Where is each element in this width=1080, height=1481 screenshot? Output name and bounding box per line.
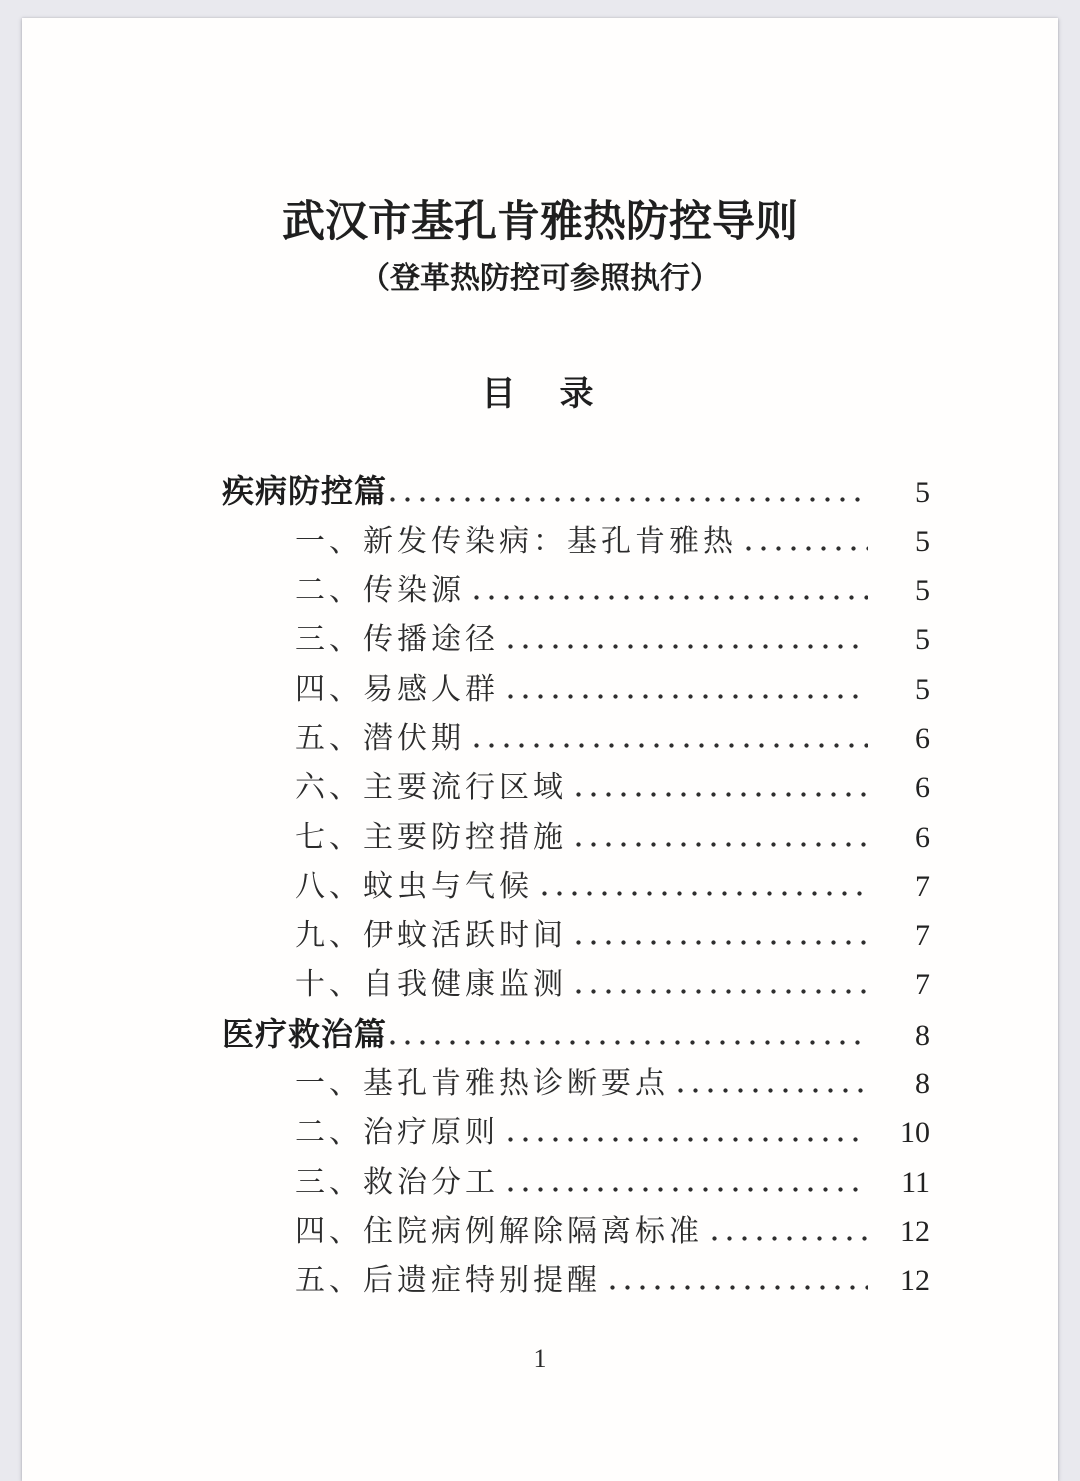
dot-leader [610, 1285, 868, 1290]
toc-entry-page-number: 5 [915, 623, 930, 657]
dot-leader [576, 940, 868, 945]
toc-entry-label: 四、住院病例解除隔离标准 [295, 1214, 703, 1248]
toc-entry-label: 一、新发传染病：基孔肯雅热 [295, 524, 737, 558]
table-of-contents [222, 467, 930, 1305]
toc-entry-page-number: 8 [915, 1018, 930, 1052]
dot-leader [746, 546, 868, 551]
toc-entry-label: 十、自我健康监测 [295, 968, 567, 1002]
dot-leader [542, 891, 868, 896]
dot-leader [678, 1088, 868, 1093]
toc-entry-label: 四、易感人群 [295, 672, 499, 706]
toc-item-row [222, 1207, 930, 1256]
toc-entry-label: 九、伊蚊活跃时间 [295, 919, 567, 953]
dot-leader [474, 743, 868, 748]
toc-heading: 目 录 [481, 375, 599, 414]
toc-entry-label: 五、潜伏期 [295, 721, 465, 755]
toc-item-row [222, 911, 930, 960]
toc-entry-label: 三、传播途径 [295, 623, 499, 657]
dot-leader [712, 1236, 868, 1241]
toc-entry-page-number: 7 [915, 869, 930, 903]
toc-item-row [222, 517, 930, 566]
toc-entry-page-number: 5 [915, 574, 930, 608]
toc-item-row [222, 862, 930, 911]
toc-entry-label: 三、救治分工 [295, 1165, 499, 1199]
dot-leader [508, 1137, 868, 1142]
toc-entry-page-number: 5 [915, 476, 930, 510]
dot-leader [576, 792, 868, 797]
toc-item-row [222, 960, 930, 1009]
toc-item-row [222, 665, 930, 714]
toc-entry-page-number: 6 [915, 771, 930, 805]
toc-entry-label: 八、蚊虫与气候 [295, 869, 533, 903]
toc-item-row [222, 615, 930, 664]
toc-item-row [222, 763, 930, 812]
dot-leader [508, 1187, 868, 1192]
toc-entry-label: 医疗救治篇 [222, 1015, 388, 1052]
toc-entry-page-number: 6 [915, 820, 930, 854]
document-title: 武汉市基孔肯雅热防控导则 [282, 198, 798, 246]
dot-leader [508, 644, 868, 649]
toc-entry-page-number: 12 [900, 1214, 930, 1248]
document-page [22, 18, 1058, 1481]
dot-leader [576, 842, 868, 847]
toc-entry-page-number: 12 [900, 1264, 930, 1298]
dot-leader [474, 595, 868, 600]
toc-item-row [222, 1158, 930, 1207]
toc-item-row [222, 714, 930, 763]
toc-entry-label: 六、主要流行区域 [295, 771, 567, 805]
toc-entry-page-number: 7 [915, 919, 930, 953]
toc-entry-label: 五、后遗症特别提醒 [295, 1264, 601, 1298]
toc-item-row [222, 1256, 930, 1305]
toc-entry-page-number: 5 [915, 524, 930, 558]
toc-entry-page-number: 5 [915, 672, 930, 706]
toc-entry-label: 一、基孔肯雅热诊断要点 [295, 1067, 669, 1100]
toc-entry-label: 疾病防控篇 [222, 473, 388, 510]
dot-leader [390, 1040, 868, 1045]
toc-entry-page-number: 7 [915, 968, 930, 1002]
toc-entry-label: 七、主要防控措施 [295, 820, 567, 854]
toc-item-row [222, 1059, 930, 1108]
toc-item-row [222, 813, 930, 862]
toc-section-row [222, 1010, 930, 1059]
page-number-footer: 1 [533, 1344, 547, 1374]
toc-item-row [222, 1108, 930, 1157]
toc-entry-page-number: 6 [915, 721, 930, 755]
toc-entry-page-number: 11 [901, 1165, 930, 1199]
dot-leader [390, 497, 868, 502]
toc-item-row [222, 566, 930, 615]
dot-leader [508, 694, 868, 699]
toc-entry-page-number: 10 [900, 1116, 930, 1150]
toc-entry-page-number: 8 [915, 1067, 930, 1100]
toc-entry-label: 二、治疗原则 [295, 1116, 499, 1150]
document-subtitle: （登革热防控可参照执行） [360, 262, 720, 296]
toc-entry-label: 二、传染源 [295, 574, 465, 608]
dot-leader [576, 989, 868, 994]
toc-section-row [222, 467, 930, 516]
